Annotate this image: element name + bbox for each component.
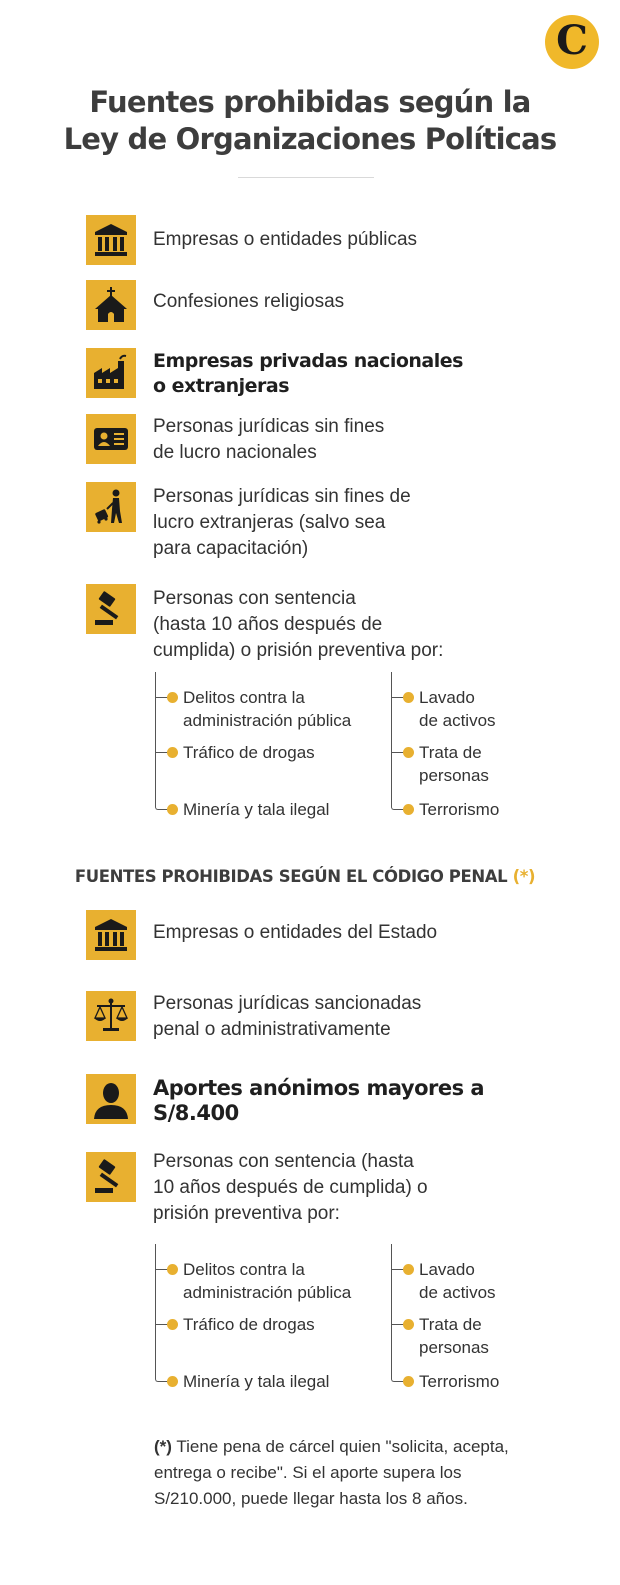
- item-text: [153, 484, 513, 562]
- item-text-line-1: Empresas privadas nacionales: [153, 350, 463, 372]
- title-line-1: Fuentes prohibidas según la: [89, 85, 531, 119]
- item-text-line-1: Personas con sentencia (hasta: [153, 1151, 414, 1172]
- item-text-line-1: Personas jurídicas sancionadas: [153, 993, 422, 1014]
- factory-icon: [86, 348, 136, 398]
- scales-icon: [86, 991, 136, 1041]
- item-text-line-2: S/8.400: [153, 1101, 239, 1125]
- title-divider: [238, 177, 374, 178]
- item-text: [153, 586, 533, 664]
- gavel-icon: [86, 1152, 136, 1202]
- government-building-icon: [86, 910, 136, 960]
- item-text: [153, 991, 513, 1043]
- heading-footnote-mark: (*): [512, 867, 536, 886]
- item-text-line-2: lucro extranjeras (salvo sea: [153, 512, 386, 533]
- item-text: [153, 349, 513, 399]
- item-text-line-3: prisión preventiva por:: [153, 1203, 340, 1224]
- government-building-icon: [86, 215, 136, 265]
- item-text-line-2: penal o administrativamente: [153, 1019, 391, 1040]
- el-comercio-logo: [545, 15, 599, 69]
- section-heading-text: FUENTES PROHIBIDAS SEGÚN EL CÓDIGO PENAL: [74, 867, 508, 886]
- item-text-line-1: Personas jurídicas sin fines de: [153, 486, 411, 507]
- id-card-icon: [86, 414, 136, 464]
- item-text: [153, 1076, 513, 1126]
- item-text: Confesiones religiosas: [153, 291, 345, 312]
- footnote-text-1: Tiene pena de cárcel quien "solicita, acepta,: [171, 1437, 509, 1456]
- item-text-line-1: Aportes anónimos mayores a: [153, 1076, 485, 1100]
- footnote-line-3: S/210.000, puede llegar hasta los 8 años.: [154, 1489, 468, 1508]
- footnote-line-1: [154, 1434, 574, 1460]
- item-text-line-2: de lucro nacionales: [153, 442, 317, 463]
- item-text-line-2: 10 años después de cumplida) o: [153, 1177, 428, 1198]
- item-text-line-1: Personas jurídicas sin fines: [153, 416, 385, 437]
- section-heading-penal-code: [0, 867, 610, 886]
- item-text-line-2: o extranjeras: [153, 375, 290, 397]
- gavel-icon: [86, 584, 136, 634]
- page-title: [0, 84, 620, 158]
- logo-letter: C: [556, 17, 588, 64]
- title-line-2: Ley de Organizaciones Políticas: [63, 122, 557, 156]
- item-text-line-3: cumplida) o prisión preventiva por:: [153, 640, 444, 661]
- traveler-icon: [86, 482, 136, 532]
- footnote-mark: (*): [154, 1437, 172, 1456]
- church-icon: [86, 280, 136, 330]
- item-text: Empresas o entidades públicas: [153, 229, 418, 250]
- footnote: [154, 1434, 574, 1512]
- item-text-line-1: Personas con sentencia: [153, 588, 356, 609]
- item-text: Empresas o entidades del Estado: [153, 922, 438, 943]
- item-text-line-2: (hasta 10 años después de: [153, 614, 383, 635]
- footnote-line-2: entrega o recibe". Si el aporte supera los: [154, 1463, 462, 1482]
- item-text-line-3: para capacitación): [153, 538, 309, 559]
- person-silhouette-icon: [86, 1074, 136, 1124]
- item-text: [153, 1149, 533, 1227]
- item-text: [153, 414, 513, 466]
